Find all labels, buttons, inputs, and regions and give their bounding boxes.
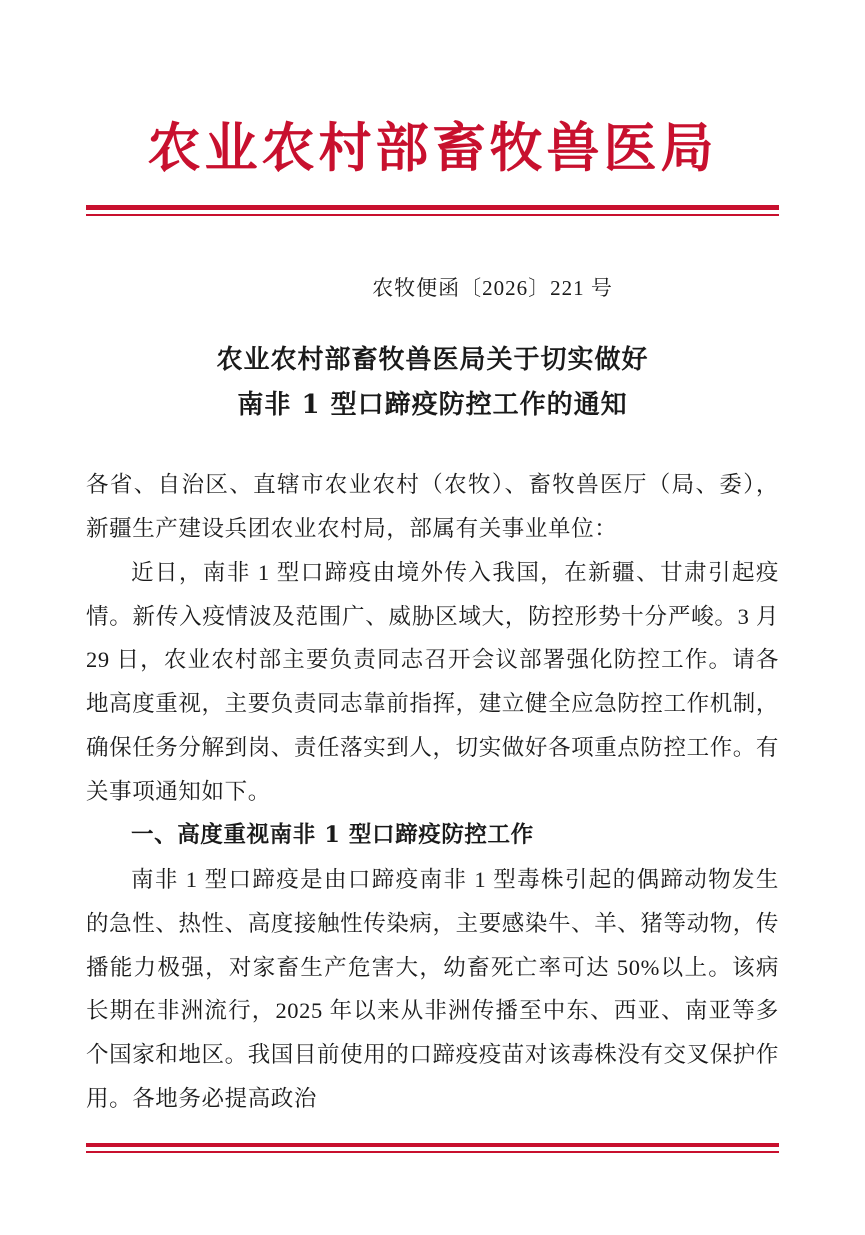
document-body bbox=[86, 463, 779, 1121]
addressee-paragraph: 各省、自治区、直辖市农业农村（农牧）、畜牧兽医厅（局、委），新疆生产建设兵团农业农村局，部属有关事业单位： bbox=[86, 471, 779, 541]
issuing-organization-title: 农业农村部畜牧兽医局 bbox=[147, 117, 718, 179]
masthead-divider bbox=[86, 205, 779, 210]
document-title-line-2: 南非 1 型口蹄疫防控工作的通知 bbox=[237, 390, 628, 421]
masthead bbox=[86, 0, 779, 179]
document-title-line-1: 农业农村部畜牧兽医局关于切实做好 bbox=[216, 344, 649, 375]
document-title bbox=[86, 338, 779, 429]
section-1-paragraph: 南非 1 型口蹄疫是由口蹄疫南非 1 型毒株引起的偶蹄动物发生的急性、热性、高度接触性传染病，主要感染牛、羊、猪等动物，传播能力极强，对家畜生产危害大，幼畜死亡率可达 50%以上。该病长期在非洲流行，2025 年以来从非洲传播至中东、西亚、南亚等多个国家和地区。我国目前使用的口蹄疫疫苗对该毒株没有交叉保护作用。各地务必提高政治 bbox=[86, 866, 780, 1112]
document-number: 农牧便函〔2026〕221 号 bbox=[372, 275, 613, 300]
intro-paragraph: 近日，南非 1 型口蹄疫由境外传入我国，在新疆、甘肃引起疫情。新传入疫情波及范围广、威胁区域大，防控形势十分严峻。3 月 29 日，农业农村部主要负责同志召开会议部署强化防控工作。请各地高度重视，主要负责同志靠前指挥，建立健全应急防控工作机制，确保任务分解到岗、责任落实到人，切实做好各项重点防控工作。有关事项通知如下。 bbox=[86, 559, 780, 805]
section-heading-1: 一、高度重视南非 1 型口蹄疫防控工作 bbox=[131, 821, 534, 848]
footer-divider bbox=[86, 1143, 779, 1147]
